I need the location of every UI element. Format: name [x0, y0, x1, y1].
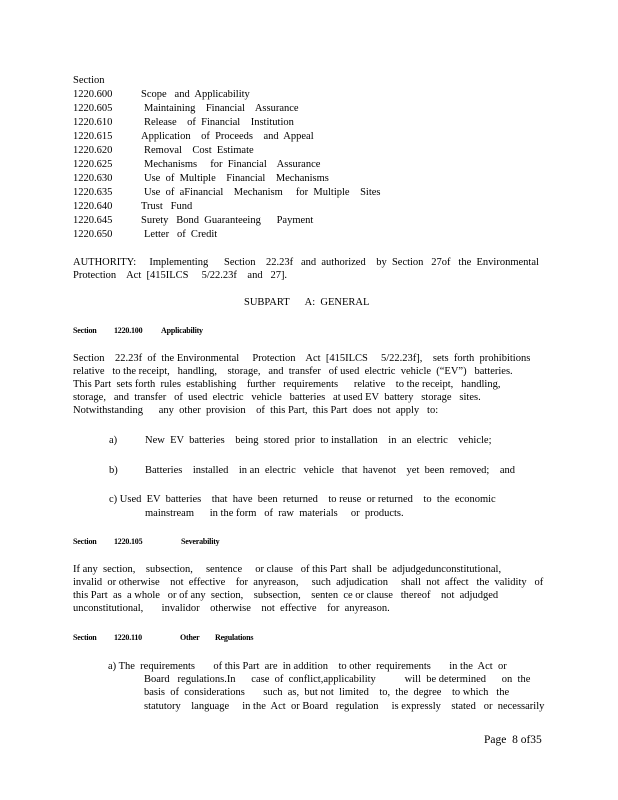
section-label: Section: [73, 633, 97, 642]
paragraph-line: relative to the receipt, handling, storage, and transfer of used electric vehicle (“EV”) batteries.: [73, 366, 513, 377]
toc-row-title: Mechanisms for Financial Assurance: [144, 159, 321, 170]
toc-row-num: 1220.635: [73, 187, 113, 198]
list-item-text: New EV batteries being stored prior to installation in an electric vehicle;: [145, 435, 492, 446]
toc-row-title: Application of Proceeds and Appeal: [141, 131, 314, 142]
paragraph-line: this Part as a whole or of any section, subsection, senten ce or clause thereof not adjudged: [73, 590, 499, 601]
toc-row-num: 1220.600: [73, 89, 113, 100]
paragraph-line: storage, and transfer of used electric vehicle batteries at used EV battery storage sites.: [73, 392, 481, 403]
toc-row-num: 1220.610: [73, 117, 113, 128]
authority-line: AUTHORITY: Implementing Section 22.23f and authorized by Section 27of the Environmental: [73, 257, 539, 268]
toc-row-title: Removal Cost Estimate: [144, 145, 254, 156]
toc-row-title: Scope and Applicability: [141, 89, 250, 100]
toc-row-num: 1220.605: [73, 103, 113, 114]
section-number: 1220.105: [114, 537, 143, 546]
page-number: Page 8 of35: [484, 734, 542, 746]
section-number: 1220.100: [114, 326, 143, 335]
paragraph-line: unconstitutional, invalidor otherwise not effective for anyreason.: [73, 603, 390, 614]
toc-row-num: 1220.645: [73, 215, 113, 226]
toc-row-num: 1220.650: [73, 229, 113, 240]
section-number: 1220.110: [114, 633, 142, 642]
toc-row-num: 1220.625: [73, 159, 113, 170]
authority-line: Protection Act [415ILCS 5/22.23f and 27].: [73, 270, 288, 281]
toc-row-num: 1220.630: [73, 173, 113, 184]
toc-row-title: Maintaining Financial Assurance: [144, 103, 299, 114]
paragraph-line: invalid or otherwise not effective for anyreason, such adjudication shall not affect the validity of: [73, 577, 544, 588]
list-item-label: b): [109, 465, 118, 476]
paragraph-line: statutory language in the Act or Board regulation is expressly stated or necessarily: [144, 701, 545, 712]
toc-row-title: Use of aFinancial Mechanism for Multiple Sites: [144, 187, 381, 198]
section-title: Regulations: [215, 633, 254, 642]
paragraph-line: Notwithstanding any other provision of this Part, this Part does not apply to:: [73, 405, 439, 416]
toc-row-num: 1220.640: [73, 201, 113, 212]
paragraph-line: a) The requirements of this Part are in addition to other requirements in the Act or: [108, 661, 507, 672]
toc-row-title: Surety Bond Guaranteeing Payment: [141, 215, 314, 226]
section-title: Applicability: [161, 326, 203, 335]
list-item-text: mainstream in the form of raw materials or products.: [145, 508, 404, 519]
section-title: Severability: [181, 537, 220, 546]
section-title: Other: [180, 633, 200, 642]
paragraph-line: Section 22.23f of the Environmental Protection Act [415ILCS 5/22.23f], sets forth prohibitions: [73, 353, 531, 364]
list-item-label: a): [109, 435, 118, 446]
paragraph-line: This Part sets forth rules establishing further requirements relative to the receipt, handling,: [73, 379, 501, 390]
paragraph-line: If any section, subsection, sentence or clause of this Part shall be adjudgedunconstitutional,: [73, 564, 502, 575]
paragraph-line: basis of considerations such as, but not limited to, the degree to which the: [144, 687, 510, 698]
toc-row-title: Release of Financial Institution: [144, 117, 294, 128]
toc-row-num: 1220.620: [73, 145, 113, 156]
toc-header: Section: [73, 75, 105, 86]
paragraph-line: Board regulations.In case of conflict,applicability will be determined on the: [144, 674, 531, 685]
toc-row-title: Letter of Credit: [144, 229, 218, 240]
toc-row-title: Trust Fund: [141, 201, 193, 212]
toc-row-title: Use of Multiple Financial Mechanisms: [144, 173, 329, 184]
toc-row-num: 1220.615: [73, 131, 113, 142]
list-item-text: Batteries installed in an electric vehicle that havenot yet been removed; and: [145, 465, 515, 476]
subpart-heading: SUBPART A: GENERAL: [244, 297, 370, 308]
section-label: Section: [73, 537, 97, 546]
list-item-text: c) Used EV batteries that have been returned to reuse or returned to the economic: [109, 494, 496, 505]
section-label: Section: [73, 326, 97, 335]
